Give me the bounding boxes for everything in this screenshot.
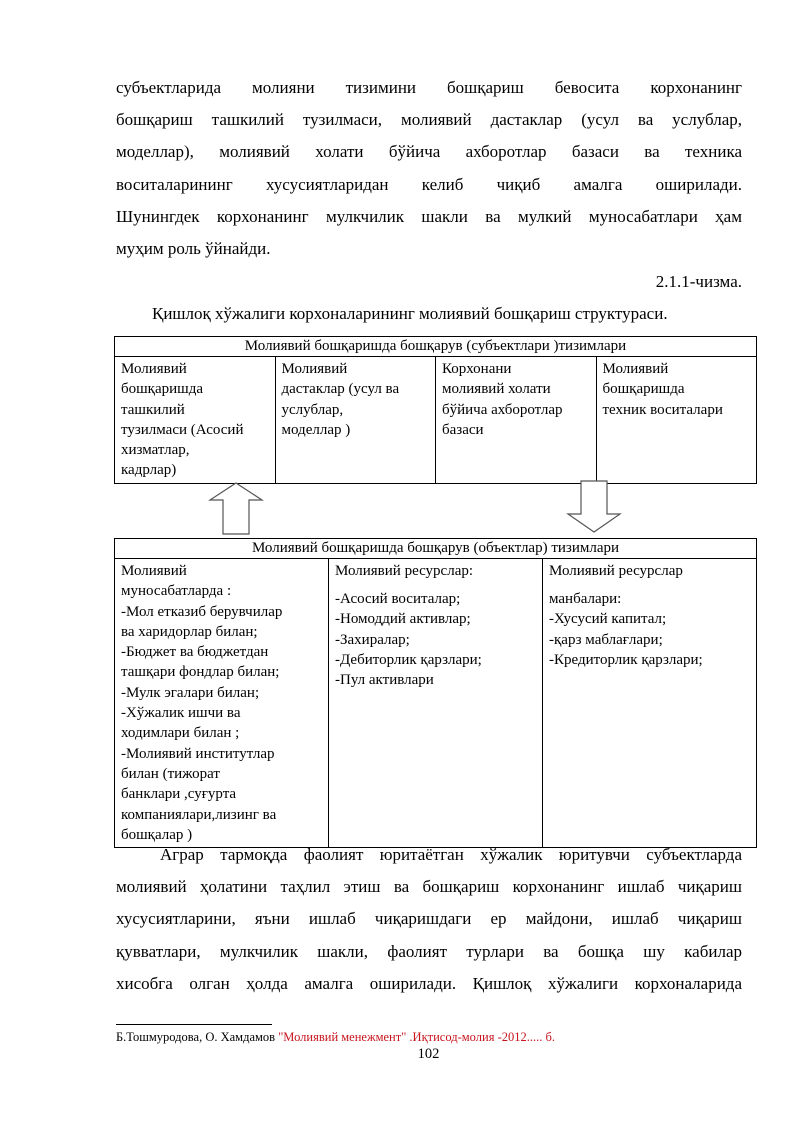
cell-line: компаниялари,лизинг ва	[121, 806, 277, 823]
cell-line: манбалари:	[549, 591, 622, 607]
arrow-up-icon	[208, 482, 264, 536]
cell-line: техник воситалари	[602, 401, 723, 418]
cell-line: Молиявий	[602, 361, 669, 377]
cell-line: -Кредиторлик қарзлари;	[549, 651, 703, 668]
page-number: 102	[417, 1046, 440, 1062]
object-cell-resources	[329, 559, 543, 848]
footnote-separator	[116, 1024, 272, 1025]
footnote-authors: Б.Тошмуродова, О. Хамдамов	[116, 1030, 279, 1044]
cell-line: -Асосий воситалар;	[335, 591, 461, 607]
cell-line: хизматлар,	[121, 442, 190, 459]
arrow-down-icon	[566, 480, 622, 534]
subject-cell-org-structure	[115, 357, 276, 484]
cell-line: тузилмаси (Асосий	[121, 421, 244, 438]
subjects-header: Молиявий бошқаришда бошқарув (субъектлари )тизимлари	[115, 337, 757, 357]
cell-line: -Захиралар;	[335, 631, 410, 648]
cell-line: -Номоддий активлар;	[335, 611, 471, 628]
cell-line: кадрлар)	[121, 462, 177, 479]
body-paragraph-2	[116, 839, 742, 1000]
subjects-table	[114, 336, 757, 484]
cell-line: муносабатларда :	[121, 583, 232, 600]
objects-table	[114, 538, 757, 848]
cell-line: дастаклар (усул ва	[281, 381, 400, 398]
cell-line: -Мулк эгалари билан;	[121, 684, 260, 701]
cell-line: Молиявий	[121, 563, 187, 579]
cell-line: -Молиявий институтлар	[121, 745, 275, 762]
text-line: Аграр тармоқда фаолият юритаётган хўжалик юритувчи субъектларда	[160, 845, 742, 864]
figure-title: Қишлоқ хўжалиги корхоналарининг молиявий бошқариш структураси.	[152, 304, 668, 323]
cell-line: -қарз маблағлари;	[549, 631, 663, 648]
text-line: воситаларининг хусусиятларидан келиб чиқиб амалга оширилади.	[116, 174, 742, 194]
cell-line: бошқаришда	[602, 381, 685, 398]
object-cell-sources	[543, 559, 757, 848]
objects-header: Молиявий бошқаришда бошқарув (объектлар) тизимлари	[115, 539, 757, 559]
text-line: Шунингдек корхонанинг мулкчилик шакли ва мулкий муносабатлари ҳам	[116, 206, 742, 226]
cell-line: -Бюджет ва бюджетдан	[121, 644, 269, 661]
cell-line: Корхонани	[442, 361, 512, 377]
body-paragraph-1	[116, 72, 742, 265]
cell-line: ва харидорлар билан;	[121, 623, 258, 640]
cell-line: Молиявий	[281, 361, 348, 377]
cell-line: молиявий холати	[442, 381, 551, 398]
cell-line: базаси	[442, 421, 484, 438]
text-line: қувватлари, мулкчилик шакли, фаолият турлари ва бошқа шу кабилар	[116, 941, 742, 961]
cell-line: ходимлари билан ;	[121, 725, 240, 742]
cell-line: Молиявий ресурслар	[549, 563, 683, 579]
footnote	[116, 1029, 555, 1045]
text-line: бошқариш ташкилий тузилмаси, молиявий дастаклар (усул ва услублар,	[116, 110, 742, 130]
cell-line: бошқалар )	[121, 826, 193, 843]
cell-line: -Пул активлари	[335, 672, 434, 689]
cell-line: бошқаришда	[121, 381, 203, 398]
footnote-source-title: "Молиявий менежмент" .Иқтисод-молия -2012..... б.	[278, 1030, 555, 1044]
cell-line: Молиявий ресурслар:	[335, 563, 474, 579]
cell-line: ташкилий	[121, 401, 185, 418]
cell-line: бўйича ахборотлар	[442, 401, 563, 418]
text-line: субъектларида молияни тизимини бошқариш бевосита корхонанинг	[116, 78, 742, 97]
text-line: моделлар), молиявий холати бўйича ахборотлар базаси ва техника	[116, 142, 742, 162]
cell-line: -Хусусий капитал;	[549, 611, 667, 628]
subject-cell-technical-means	[596, 357, 757, 484]
subject-cell-financial-levers	[275, 357, 436, 484]
cell-line: билан (тижорат	[121, 765, 220, 782]
cell-line: банклари ,суғурта	[121, 786, 237, 803]
cell-line: -Мол етказиб берувчилар	[121, 603, 283, 620]
cell-line: -Дебиторлик қарзлари;	[335, 651, 482, 668]
text-line: молиявий ҳолатини таҳлил этиш ва бошқариш корхонанинг ишлаб чиқариш	[116, 877, 742, 897]
cell-line: моделлар )	[281, 421, 351, 438]
cell-line: ташқари фондлар билан;	[121, 664, 280, 681]
text-line: хисобга олган ҳолда амалга оширилади. Қишлоқ хўжалиги корхоналарида	[116, 973, 742, 993]
figure-number: 2.1.1-чизма.	[655, 272, 742, 291]
cell-line: -Хўжалик ишчи ва	[121, 705, 241, 722]
subject-cell-info-base	[436, 357, 597, 484]
text-line: муҳим роль ўйнайди.	[116, 238, 271, 258]
text-line: хусусиятларини, яъни ишлаб чиқаришдаги ер майдони, ишлаб чиқариш	[116, 909, 742, 929]
cell-line: Молиявий	[121, 361, 187, 377]
object-cell-relations	[115, 559, 329, 848]
cell-line: услублар,	[281, 401, 344, 418]
